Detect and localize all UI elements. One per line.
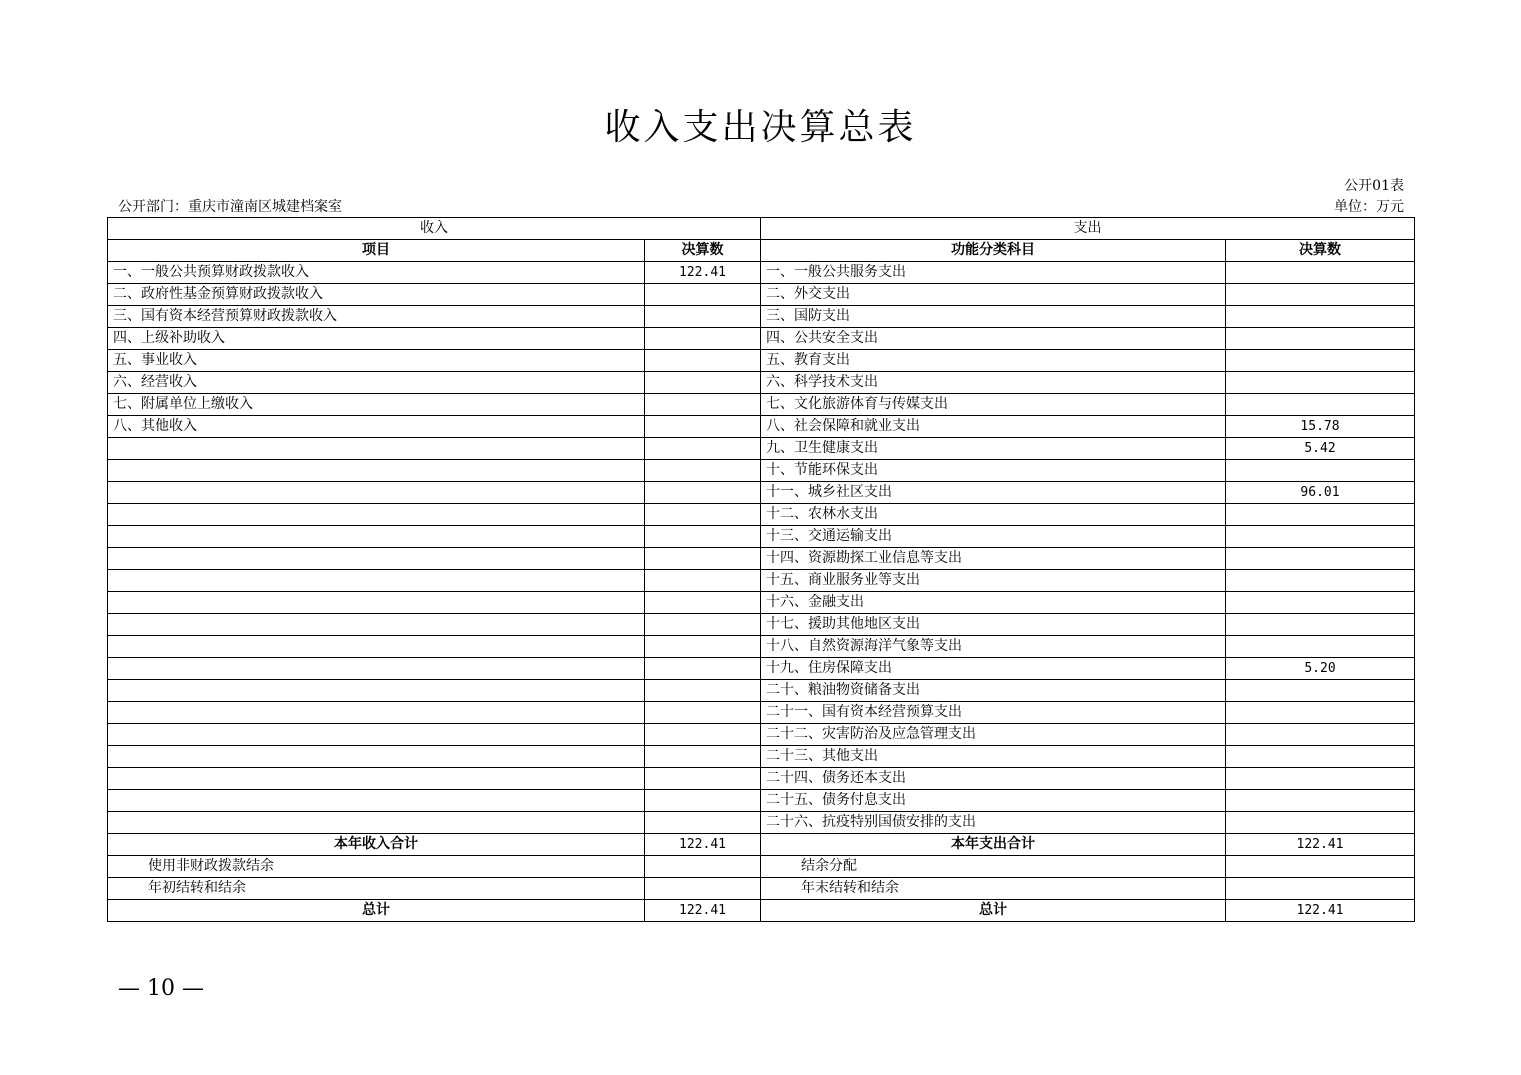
income-item-cell: 四、上级补助收入 [108,328,645,350]
income-amount-cell [645,746,761,768]
column-header-row [108,240,1415,262]
expense-item-cell: 二十四、债务还本支出 [761,768,1226,790]
income-item-cell: 二、政府性基金预算财政拨款收入 [108,284,645,306]
income-amount-cell [645,504,761,526]
table-row [108,812,1415,834]
table-row [108,592,1415,614]
expense-amount-cell [1226,746,1415,768]
income-item-cell [108,570,645,592]
income-amount-cell [645,812,761,834]
expense-amount-cell [1226,262,1415,284]
expense-amount-cell [1226,526,1415,548]
income-item-cell [108,460,645,482]
table-row [108,504,1415,526]
income-amount-cell [645,570,761,592]
expense-balance-amount [1226,878,1415,900]
balance-row [108,878,1415,900]
budget-table [107,217,1415,922]
expense-item-cell: 九、卫生健康支出 [761,438,1226,460]
table-row [108,526,1415,548]
expense-amount-cell [1226,350,1415,372]
page-number: — 10 — [118,976,204,1001]
income-amount-cell [645,702,761,724]
total-row [108,900,1415,922]
expense-amount-cell [1226,570,1415,592]
table-row [108,284,1415,306]
expense-item-cell: 十、节能环保支出 [761,460,1226,482]
expense-item-cell: 五、教育支出 [761,350,1226,372]
expense-item-cell: 六、科学技术支出 [761,372,1226,394]
expense-item-cell: 一、一般公共服务支出 [761,262,1226,284]
table-row [108,372,1415,394]
expense-amount-cell [1226,592,1415,614]
expense-item-cell: 二十二、灾害防治及应急管理支出 [761,724,1226,746]
expense-amount-cell [1226,372,1415,394]
income-item-cell: 七、附属单位上缴收入 [108,394,645,416]
income-item-header: 项目 [108,240,645,262]
income-amount-cell [645,372,761,394]
expense-amount-cell [1226,790,1415,812]
income-item-cell: 六、经营收入 [108,372,645,394]
expense-subtotal-amount: 122.41 [1226,834,1415,856]
expense-amount-cell [1226,328,1415,350]
table-row [108,306,1415,328]
income-subtotal-amount: 122.41 [645,834,761,856]
income-amount-cell [645,394,761,416]
expense-item-cell: 二十一、国有资本经营预算支出 [761,702,1226,724]
table-row [108,482,1415,504]
income-item-cell [108,548,645,570]
subtotal-row [108,834,1415,856]
expense-amount-cell [1226,460,1415,482]
expense-item-cell: 十四、资源勘探工业信息等支出 [761,548,1226,570]
expense-item-cell: 十七、援助其他地区支出 [761,614,1226,636]
expense-item-cell: 十一、城乡社区支出 [761,482,1226,504]
expense-balance-amount [1226,856,1415,878]
balance-row [108,856,1415,878]
income-amount-header: 决算数 [645,240,761,262]
table-code: 公开01表 [1344,178,1404,194]
table-row [108,724,1415,746]
income-amount-cell [645,482,761,504]
table-row [108,416,1415,438]
income-item-cell [108,482,645,504]
income-item-cell [108,812,645,834]
expense-amount-cell [1226,680,1415,702]
income-section-header: 收入 [108,218,761,240]
expense-item-cell: 十六、金融支出 [761,592,1226,614]
income-item-cell [108,724,645,746]
table-row [108,614,1415,636]
table-row [108,768,1415,790]
income-item-cell [108,526,645,548]
expense-amount-cell [1226,394,1415,416]
expense-total-label: 总计 [761,900,1226,922]
table-row [108,658,1415,680]
income-balance-item: 使用非财政拨款结余 [108,856,645,878]
income-amount-cell [645,658,761,680]
income-item-cell [108,768,645,790]
income-item-cell [108,702,645,724]
expense-item-cell: 二十五、债务付息支出 [761,790,1226,812]
expense-item-cell: 二、外交支出 [761,284,1226,306]
table-row [108,548,1415,570]
income-amount-cell [645,768,761,790]
income-amount-cell [645,724,761,746]
income-item-cell [108,636,645,658]
expense-amount-cell [1226,636,1415,658]
expense-amount-cell [1226,768,1415,790]
income-item-cell [108,680,645,702]
expense-amount-cell [1226,306,1415,328]
expense-total-amount: 122.41 [1226,900,1415,922]
income-item-cell: 五、事业收入 [108,350,645,372]
table-row [108,460,1415,482]
expense-amount-cell [1226,702,1415,724]
income-amount-cell [645,350,761,372]
income-item-cell: 八、其他收入 [108,416,645,438]
table-row [108,570,1415,592]
department-label: 公开部门：重庆市潼南区城建档案室 [118,199,342,215]
expense-item-cell: 二十六、抗疫特别国债安排的支出 [761,812,1226,834]
expense-item-cell: 二十、粮油物资储备支出 [761,680,1226,702]
income-item-cell [108,790,645,812]
expense-item-cell: 四、公共安全支出 [761,328,1226,350]
page-title: 收入支出决算总表 [604,107,917,148]
income-item-cell [108,658,645,680]
expense-amount-cell [1226,284,1415,306]
income-balance-amount [645,878,761,900]
table-row [108,636,1415,658]
expense-amount-cell [1226,548,1415,570]
table-row [108,350,1415,372]
income-item-cell [108,504,645,526]
income-amount-cell [645,438,761,460]
income-balance-amount [645,856,761,878]
expense-item-cell: 八、社会保障和就业支出 [761,416,1226,438]
expense-item-cell: 二十三、其他支出 [761,746,1226,768]
income-amount-cell [645,416,761,438]
income-amount-cell [645,614,761,636]
section-header-row [108,218,1415,240]
expense-balance-item: 结余分配 [761,856,1226,878]
expense-balance-item: 年末结转和结余 [761,878,1226,900]
income-item-cell: 一、一般公共预算财政拨款收入 [108,262,645,284]
income-amount-cell [645,328,761,350]
expense-amount-cell: 5.20 [1226,658,1415,680]
table-row [108,328,1415,350]
income-amount-cell [645,636,761,658]
table-row [108,680,1415,702]
unit-label: 单位：万元 [1334,199,1404,215]
table-row [108,394,1415,416]
expense-item-cell: 三、国防支出 [761,306,1226,328]
expense-subtotal-label: 本年支出合计 [761,834,1226,856]
income-item-cell: 三、国有资本经营预算财政拨款收入 [108,306,645,328]
expense-amount-cell [1226,724,1415,746]
income-total-amount: 122.41 [645,900,761,922]
expense-item-cell: 十二、农林水支出 [761,504,1226,526]
expense-item-cell: 十八、自然资源海洋气象等支出 [761,636,1226,658]
table-row [108,438,1415,460]
income-amount-cell [645,526,761,548]
expense-amount-cell [1226,614,1415,636]
income-item-cell [108,614,645,636]
expense-amount-cell [1226,812,1415,834]
income-amount-cell [645,460,761,482]
expense-amount-cell: 15.78 [1226,416,1415,438]
income-total-label: 总计 [108,900,645,922]
income-subtotal-label: 本年收入合计 [108,834,645,856]
expense-item-cell: 十三、交通运输支出 [761,526,1226,548]
expense-amount-cell [1226,504,1415,526]
income-amount-cell [645,790,761,812]
income-amount-cell [645,306,761,328]
income-balance-item: 年初结转和结余 [108,878,645,900]
expense-item-header: 功能分类科目 [761,240,1226,262]
expense-amount-cell: 96.01 [1226,482,1415,504]
income-amount-cell [645,284,761,306]
expense-amount-cell: 5.42 [1226,438,1415,460]
table-row [108,746,1415,768]
income-amount-cell [645,680,761,702]
table-row [108,262,1415,284]
expense-item-cell: 十五、商业服务业等支出 [761,570,1226,592]
income-item-cell [108,746,645,768]
expense-section-header: 支出 [761,218,1415,240]
income-amount-cell [645,548,761,570]
income-item-cell [108,592,645,614]
income-item-cell [108,438,645,460]
table-row [108,702,1415,724]
table-row [108,790,1415,812]
income-amount-cell [645,592,761,614]
expense-amount-header: 决算数 [1226,240,1415,262]
expense-item-cell: 七、文化旅游体育与传媒支出 [761,394,1226,416]
income-amount-cell: 122.41 [645,262,761,284]
expense-item-cell: 十九、住房保障支出 [761,658,1226,680]
